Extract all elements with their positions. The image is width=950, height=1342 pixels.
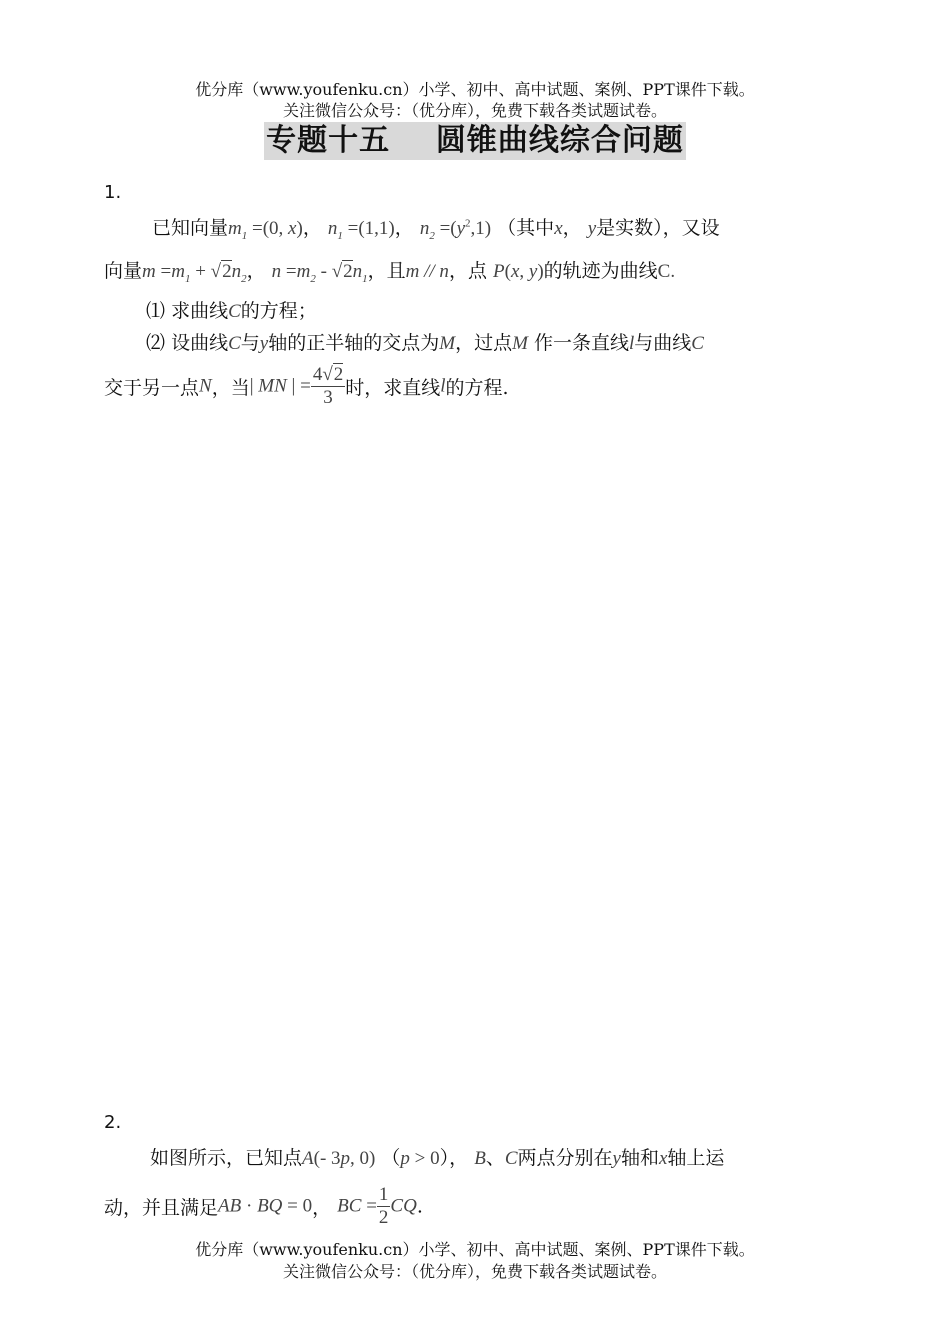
q1-sub-1: ⑴ 求曲线C的方程； (146, 300, 317, 322)
q1-line-2: 向量$m =m_1 + √2n_2$， $n =m_2 - √2n_1$，且m // n，点 P(x, y)的轨迹为曲线C. (104, 260, 676, 285)
page-title: 专题十五 圆锥曲线综合问题 (266, 123, 684, 158)
math-m1: $m_1$ (228, 218, 248, 242)
fraction-1-over-2: $\frac{1}{2}$ (378, 1184, 389, 1228)
q2-line-1: 如图所示，已知点A(- 3p, 0) （p > 0）， B、C两点分别在y轴和x轴上运 (150, 1147, 725, 1169)
q2-line-2: 动，并且满足AB · BQ = 0， BC = $\frac{1}{2}$ CQ. (104, 1184, 423, 1228)
math-n1: $n_1$ (327, 218, 343, 242)
question-2-number: 2. (104, 1112, 122, 1133)
question-1-number: 1. (104, 182, 122, 203)
header-line-2: 关注微信公众号：（优分库），免费下载各类试题试卷。 (282, 101, 667, 120)
footer-line-1: 优分库（www.youfenku.cn）小学、初中、高中试题、案例、PPT课件下载。 (195, 1240, 755, 1259)
header-line-1: 优分库（www.youfenku.cn）小学、初中、高中试题、案例、PPT课件下载。 (195, 80, 755, 99)
q1-sub-2: ⑵ 设曲线C与y轴的正半轴的交点为M，过点M 作一条直线l与曲线C (146, 332, 704, 354)
q1-line-5: 交于另一点N，当| MN | = $\frac{4√2}{3}$ 时，求直线l的方程. (104, 364, 509, 408)
footer-line-2: 关注微信公众号：（优分库），免费下载各类试题试卷。 (282, 1262, 667, 1281)
math-n2: $n_2$ (419, 218, 435, 242)
q1-line-1: 已知向量$m_1 =(0$, x)， $n_1 =(1,1)$， $n_2 =(y^2,1)$ （其中x， y是实数），又设 (152, 217, 720, 242)
fraction-4sqrt2-over-3: $\frac{4√2}{3}$ (312, 364, 344, 408)
